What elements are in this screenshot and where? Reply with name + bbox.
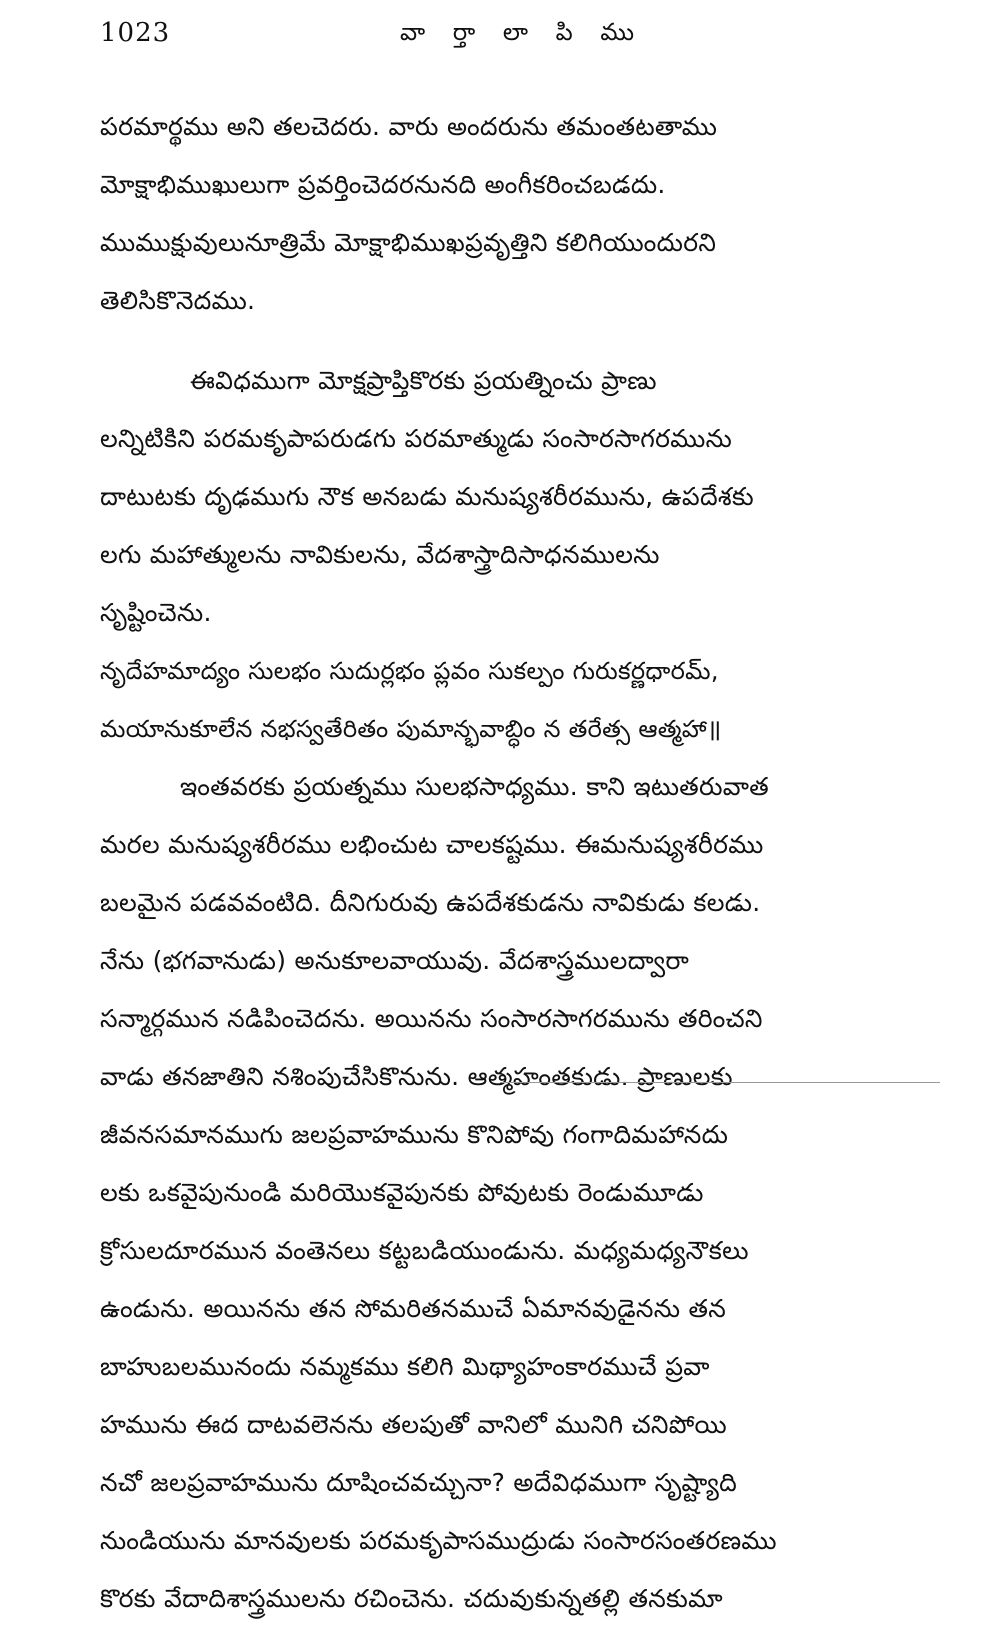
paragraph-2 — [100, 352, 929, 642]
paragraph-1 — [100, 98, 929, 330]
page-number: 1023 — [100, 18, 171, 48]
text-line: హమును ఈద దాటవలెనను తలపుతో వానిలో మునిగి చనిపోయి — [100, 1410, 727, 1439]
text-line: నేను (భగవానుడు) అనుకూలవాయువు. వేదశాస్త్రములద్వారా — [100, 946, 690, 975]
text-line: లన్నిటికిని పరమకృపాపరుడగు పరమాత్ముడు సంసారసాగరమును — [100, 424, 733, 453]
text-line: ముముక్షువులునూత్రిమే మోక్షాభిముఖప్రవృత్తిని కలిగియుందురని — [100, 228, 717, 257]
text-line: సృష్టించెను. — [100, 598, 212, 627]
text-line: పరమార్థము అని తలచెదరు. వారు అందరును తమంతటతాము — [100, 112, 718, 141]
text-line: ఉండును. అయినను తన సోమరితనముచే ఏమానవుడైనను తన — [100, 1294, 727, 1323]
text-line: మరల మనుష్యశరీరము లభించుట చాలకష్టము. ఈమనుష్యశరీరము — [100, 830, 764, 859]
text-line: సన్మార్గమున నడిపించెదను. అయినను సంసారసాగరమును తరించని — [100, 1004, 763, 1033]
text-line: ఈవిధముగా మోక్షప్రాప్తికొరకు ప్రయత్నించు ప్రాణు — [190, 366, 657, 395]
text-line: తెలిసికొనెదము. — [100, 286, 256, 315]
page-header — [100, 14, 929, 58]
scan-rule-line — [500, 1082, 940, 1083]
text-line: ఇంతవరకు ప్రయత్నము సులభసాధ్యము. కాని ఇటుతరువాత — [180, 772, 770, 801]
text-line: బలమైన పడవవంటిది. దీనిగురువు ఉపదేశకుడను నావికుడు కలడు. — [100, 888, 761, 917]
text-line: కొరకు వేదాదిశాస్త్రములను రచించెను. చదువుకున్నతల్లి తనకుమా — [100, 1584, 723, 1613]
text-line: వాడు తనజాతిని నశింపుచేసికొనును. ఆత్మహంతకుడు. ప్రాణులకు — [100, 1062, 733, 1091]
sanskrit-verse — [100, 642, 929, 758]
text-line: లకు ఒకవైపునుండి మరియొకవైపునకు పోవుటకు రెండుమూడు — [100, 1178, 704, 1207]
verse-line: మయానుకూలేన నభస్వతేరితం పుమాన్భవాబ్ధిం న తరేత్స ఆత్మహా॥ — [100, 715, 722, 743]
text-line: క్రోసులదూరమున వంతెనలు కట్టబడియుండును. మధ్యమధ్యనౌకలు — [100, 1236, 749, 1265]
text-line: జీవనసమానముగు జలప్రవాహమును కొనిపోవు గంగాదిమహానదు — [100, 1120, 729, 1149]
text-line: లగు మహాత్ములను నావికులను, వేదశాస్త్రాదిసాధనములను — [100, 540, 660, 569]
paragraph-3 — [100, 758, 929, 1628]
text-line: బాహుబలమునందు నమ్మకము కలిగి మిథ్యాహంకారముచే ప్రవా — [100, 1352, 710, 1381]
text-line: నుండియును మానవులకు పరమకృపాసముద్రుడు సంసారసంతరణము — [100, 1526, 777, 1555]
text-line: దాటుటకు దృఢముగు నౌక అనబడు మనుష్యశరీరమును, ఉపదేశకు — [100, 482, 754, 511]
body-text — [100, 98, 929, 1628]
text-line: మోక్షాభిముఖులుగా ప్రవర్తించెదరనునది అంగీకరించబడదు. — [100, 170, 666, 199]
verse-line: నృదేహమాద్యం సులభం సుదుర్లభం ప్లవం సుకల్పం గురుకర్ణధారమ్, — [100, 657, 719, 685]
running-head: వా ర్తా లా పి ము — [400, 18, 645, 46]
text-line: నచో జలప్రవాహమును దూషించవచ్చునా? అదేవిధముగా సృష్ట్యాది — [100, 1468, 738, 1497]
paragraph-gap — [100, 330, 929, 352]
